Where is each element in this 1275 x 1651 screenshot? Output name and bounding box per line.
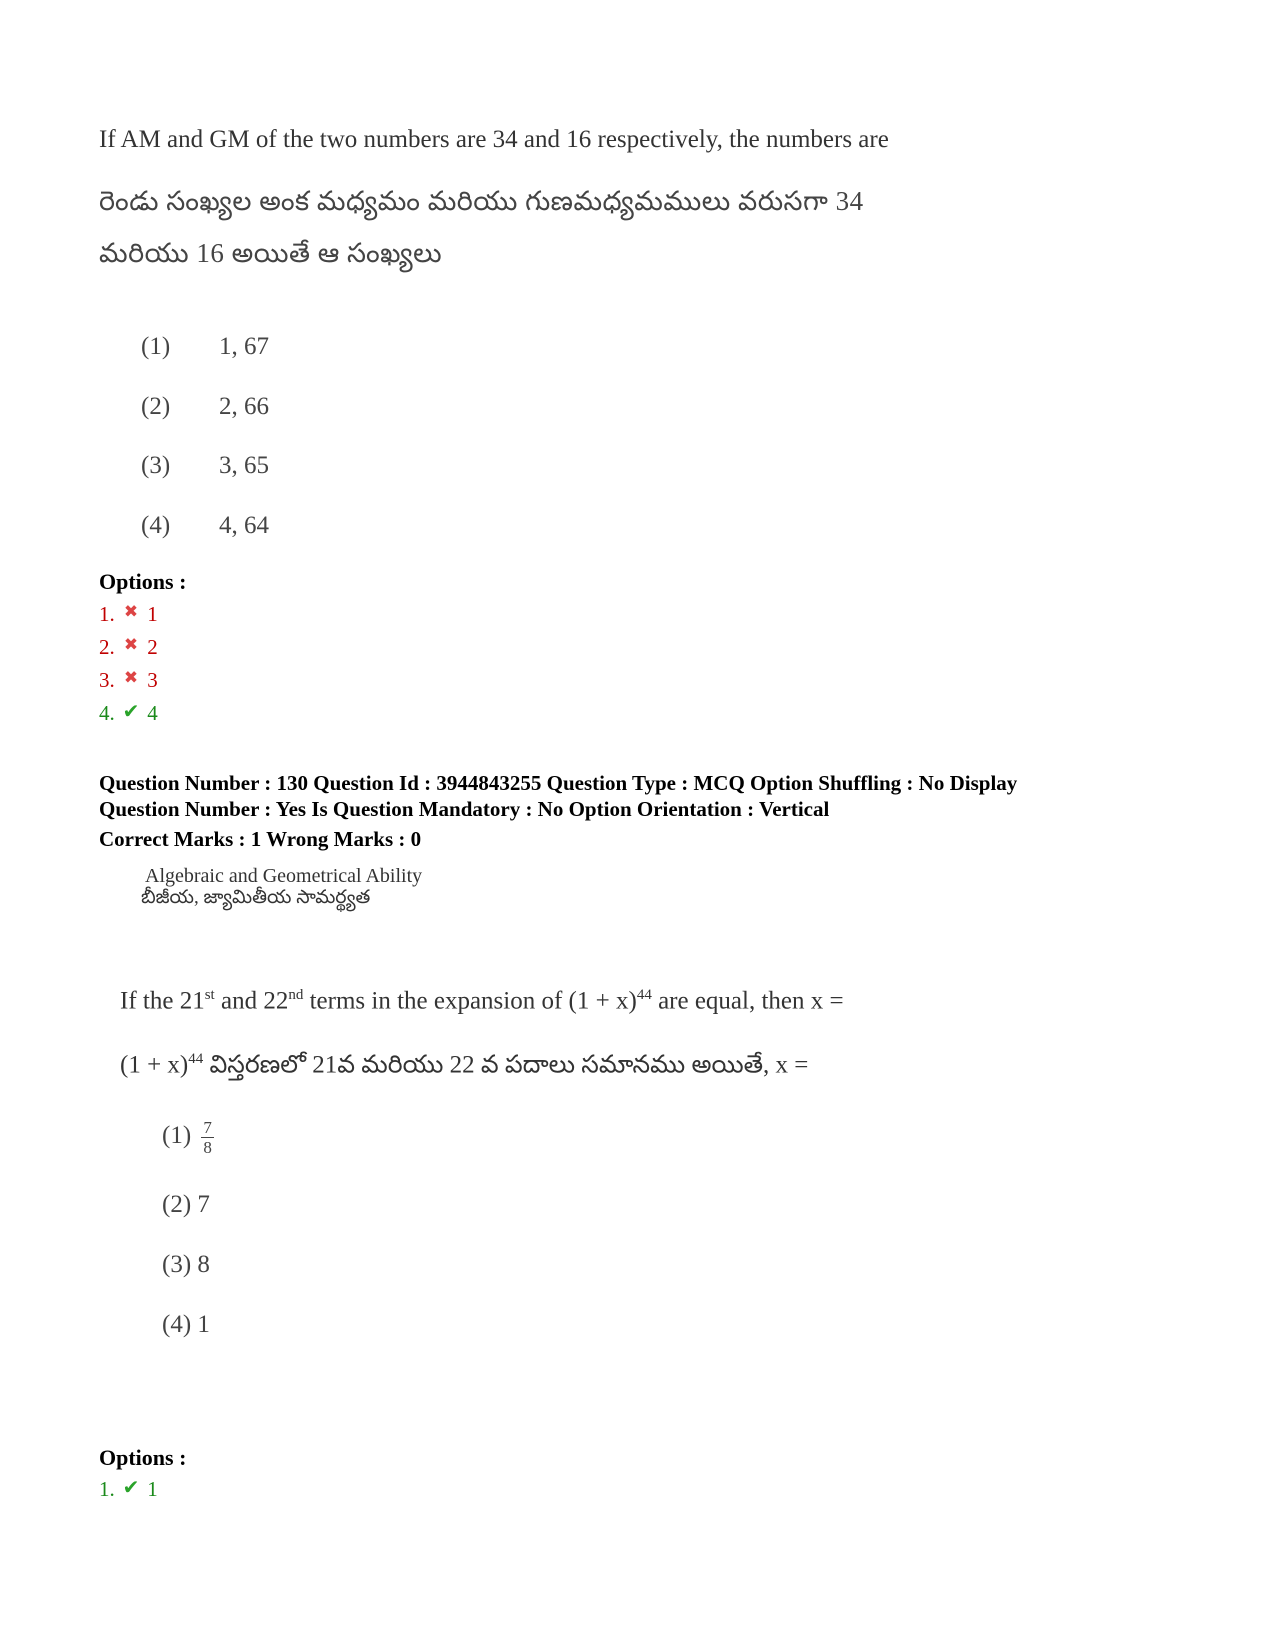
check-icon: ✔ [122,1477,140,1499]
cross-icon: ✖ [123,602,139,621]
answer-index: 4. [99,701,115,725]
subject-label-en: Algebraic and Geometrical Ability [145,865,423,887]
answer-option-1 [99,602,158,627]
choice-number: (4) [141,512,171,539]
choice-number: (2) [162,1191,192,1218]
choice-value: 4, 64 [219,512,269,539]
choice-1 [141,333,269,361]
choice-2 [141,393,269,421]
text-segment: (1 + x) [120,1051,189,1079]
options-label: Options : [99,1445,187,1470]
check-icon: ✔ [122,701,140,723]
answer-option-3 [99,668,158,693]
question-meta-line1: Question Number : 130 Question Id : 3944843255 Question Type : MCQ Option Shuffling : No Display [99,771,1018,795]
superscript: nd [288,987,304,1003]
superscript: 44 [636,987,652,1003]
text-segment: terms in the expansion of (1 + x) [303,987,637,1015]
choice-number: (3) [162,1251,192,1278]
question-text-te-line1: రెండు సంఖ్యల అంక మధ్యమం మరియు గుణమధ్యమములు వరుసగా 34 [99,186,864,216]
choice-number: (3) [141,452,171,479]
question-text-te [120,1051,808,1085]
text-segment: are equal, then x = [651,987,844,1015]
choice-1 [162,1118,214,1157]
choice-value: 2, 66 [219,393,269,420]
choice-number: (1) [141,333,171,360]
choice-2 [162,1191,210,1219]
answer-value: 4 [147,701,158,725]
answer-index: 1. [99,1477,115,1501]
choice-value: 7 [197,1191,210,1218]
answer-index: 2. [99,635,115,659]
question-meta-line2: Question Number : Yes Is Question Mandatory : No Option Orientation : Vertical [99,797,830,821]
answer-value: 3 [147,668,158,692]
question-text-en [120,987,844,1015]
superscript: st [204,987,215,1003]
choice-value: 1, 67 [219,333,269,360]
choice-number: (1) [162,1122,192,1150]
choice-number: (4) [162,1311,192,1338]
choice-value: 3, 65 [219,452,269,479]
text-segment: If the 21 [120,987,205,1015]
fraction-denominator: 8 [203,1138,212,1157]
answer-index: 3. [99,668,115,692]
answer-value: 2 [147,635,158,659]
answer-value: 1 [147,1477,158,1501]
answer-option-2 [99,635,158,660]
choice-value: 8 [197,1251,210,1278]
choice-value: 1 [197,1311,210,1338]
options-label: Options : [99,569,187,594]
fraction-numerator: 7 [203,1118,212,1137]
question-marks: Correct Marks : 1 Wrong Marks : 0 [99,827,422,851]
cross-icon: ✖ [123,635,139,654]
text-segment: విస్తరణలో 21వ మరియు 22 వ పదాలు సమానము అయితే, x = [203,1051,809,1079]
answer-option-4 [99,701,158,726]
choice-4 [141,512,269,540]
subject-label-te: బీజీయ, జ్యామితీయ సామర్థ్యత [141,887,371,908]
fraction [201,1118,214,1157]
choice-3 [141,452,269,480]
answer-option-1 [99,1477,158,1502]
superscript: 44 [188,1051,204,1067]
choice-3 [162,1251,210,1279]
choice-4 [162,1311,210,1339]
text-segment: and 22 [214,987,289,1015]
question-text-en: If AM and GM of the two numbers are 34 and 16 respectively, the numbers are [99,126,889,153]
cross-icon: ✖ [123,668,139,687]
answer-value: 1 [147,602,158,626]
choice-number: (2) [141,393,171,420]
answer-index: 1. [99,602,115,626]
question-text-te-line2: మరియు 16 అయితే ఆ సంఖ్యలు [99,238,443,268]
